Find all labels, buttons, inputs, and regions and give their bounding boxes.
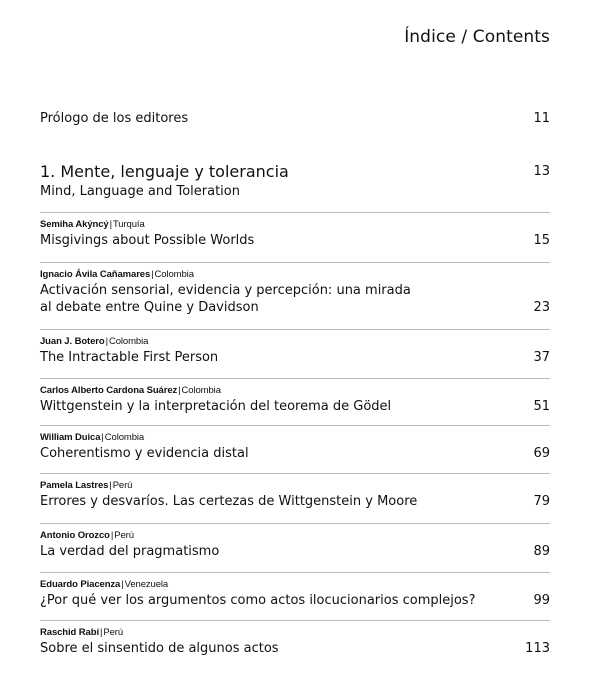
entry-page: 51 xyxy=(533,399,550,414)
author-country-separator: | xyxy=(105,336,108,347)
entry-author: Raschid Rabí xyxy=(40,627,99,638)
toc-entry xyxy=(40,425,550,462)
section-title-es: 1. Mente, lenguaje y tolerancia xyxy=(40,162,289,181)
toc-entry xyxy=(40,329,550,366)
toc-entry xyxy=(40,523,550,560)
entry-page: 23 xyxy=(533,300,550,315)
entry-country: Colombia xyxy=(181,385,221,396)
entry-page: 99 xyxy=(533,593,550,608)
entry-title-line: Misgivings about Possible Worlds xyxy=(40,233,255,248)
entry-title-line: The Intractable First Person xyxy=(40,350,219,365)
author-country-separator: | xyxy=(178,385,181,396)
entry-author-line xyxy=(40,384,550,397)
author-country-separator: | xyxy=(121,579,124,590)
entry-body xyxy=(40,281,550,316)
entry-country: Turquía xyxy=(112,219,145,230)
entry-author: Carlos Alberto Cardona Suárez xyxy=(40,385,178,396)
entry-title xyxy=(40,444,249,462)
entry-title xyxy=(40,591,475,609)
author-country-separator: | xyxy=(99,627,103,638)
entry-author: Pamela Lastres xyxy=(40,480,109,491)
entry-body xyxy=(40,348,550,366)
entry-author: Semiha Akýncý xyxy=(40,219,109,230)
toc-entry xyxy=(40,620,550,657)
entry-title-line: al debate entre Quine y Davidson xyxy=(40,300,259,315)
author-country-separator: | xyxy=(101,432,104,443)
toc-entry xyxy=(40,572,550,609)
entry-author-line xyxy=(40,335,550,348)
entry-author-line xyxy=(40,529,550,542)
entry-author: Antonio Orozco xyxy=(40,530,110,541)
entry-body xyxy=(40,444,550,462)
entry-page: 69 xyxy=(533,446,550,461)
toc-entry xyxy=(40,212,550,249)
entry-title-line: La verdad del pragmatismo xyxy=(40,544,220,559)
entry-title xyxy=(40,397,391,415)
section-page: 13 xyxy=(533,164,550,179)
entry-title xyxy=(40,639,279,657)
section-title-en: Mind, Language and Toleration xyxy=(40,184,240,199)
entry-title-line: Activación sensorial, evidencia y percepción: una mirada xyxy=(40,283,411,298)
entry-author: Juan J. Botero xyxy=(40,336,105,347)
entry-title xyxy=(40,492,417,510)
entry-page: 37 xyxy=(533,350,550,365)
entry-country: Perú xyxy=(103,627,124,638)
entry-body xyxy=(40,397,550,415)
section-heading xyxy=(40,162,550,199)
author-country-separator: | xyxy=(151,269,154,280)
entry-author: Ignacio Ávila Cañamares xyxy=(40,269,151,280)
entry-title xyxy=(40,542,219,560)
entry-title-line: Sobre el sinsentido de algunos actos xyxy=(40,641,279,656)
entry-country: Colombia xyxy=(108,336,149,347)
author-country-separator: | xyxy=(109,219,112,230)
entry-author-line xyxy=(40,626,550,639)
entry-body xyxy=(40,231,550,249)
prologue-page: 11 xyxy=(533,111,550,126)
entry-author-line xyxy=(40,479,550,492)
toc-entry xyxy=(40,473,550,510)
entry-country: Perú xyxy=(114,530,134,541)
entry-country: Colombia xyxy=(154,269,194,280)
entry-author-line xyxy=(40,431,550,444)
entry-body xyxy=(40,591,550,609)
entry-country: Venezuela xyxy=(124,579,169,590)
entry-title xyxy=(40,231,254,249)
entry-country: Perú xyxy=(112,480,133,491)
entry-title-line: ¿Por qué ver los argumentos como actos ilocucionarios complejos? xyxy=(40,593,476,608)
entry-author-line xyxy=(40,268,550,281)
entry-body xyxy=(40,542,550,560)
entry-page: 15 xyxy=(533,233,550,248)
entry-page: 89 xyxy=(533,544,550,559)
entry-title-line: Wittgenstein y la interpretación del teorema de Gödel xyxy=(40,399,392,414)
prologue-title: Prólogo de los editores xyxy=(40,111,189,126)
author-country-separator: | xyxy=(110,530,114,541)
prologue-row xyxy=(40,111,550,126)
entry-author: Eduardo Piacenza xyxy=(40,579,121,590)
toc-entry xyxy=(40,262,550,316)
entry-body xyxy=(40,639,550,657)
entry-body xyxy=(40,492,550,510)
entry-title xyxy=(40,348,218,366)
entry-page: 79 xyxy=(533,494,550,509)
toc-entry xyxy=(40,378,550,415)
entry-country: Colombia xyxy=(104,432,145,443)
page-heading: Índice / Contents xyxy=(404,27,550,47)
entry-author-line xyxy=(40,578,550,591)
entry-title-line: Coherentismo y evidencia distal xyxy=(40,446,249,461)
entry-title xyxy=(40,281,411,316)
entry-author: William Duica xyxy=(40,432,101,443)
entry-title-line: Errores y desvaríos. Las certezas de Wittgenstein y Moore xyxy=(40,494,418,509)
entry-page: 113 xyxy=(525,641,550,656)
entry-author-line xyxy=(40,218,550,231)
author-country-separator: | xyxy=(109,480,112,491)
